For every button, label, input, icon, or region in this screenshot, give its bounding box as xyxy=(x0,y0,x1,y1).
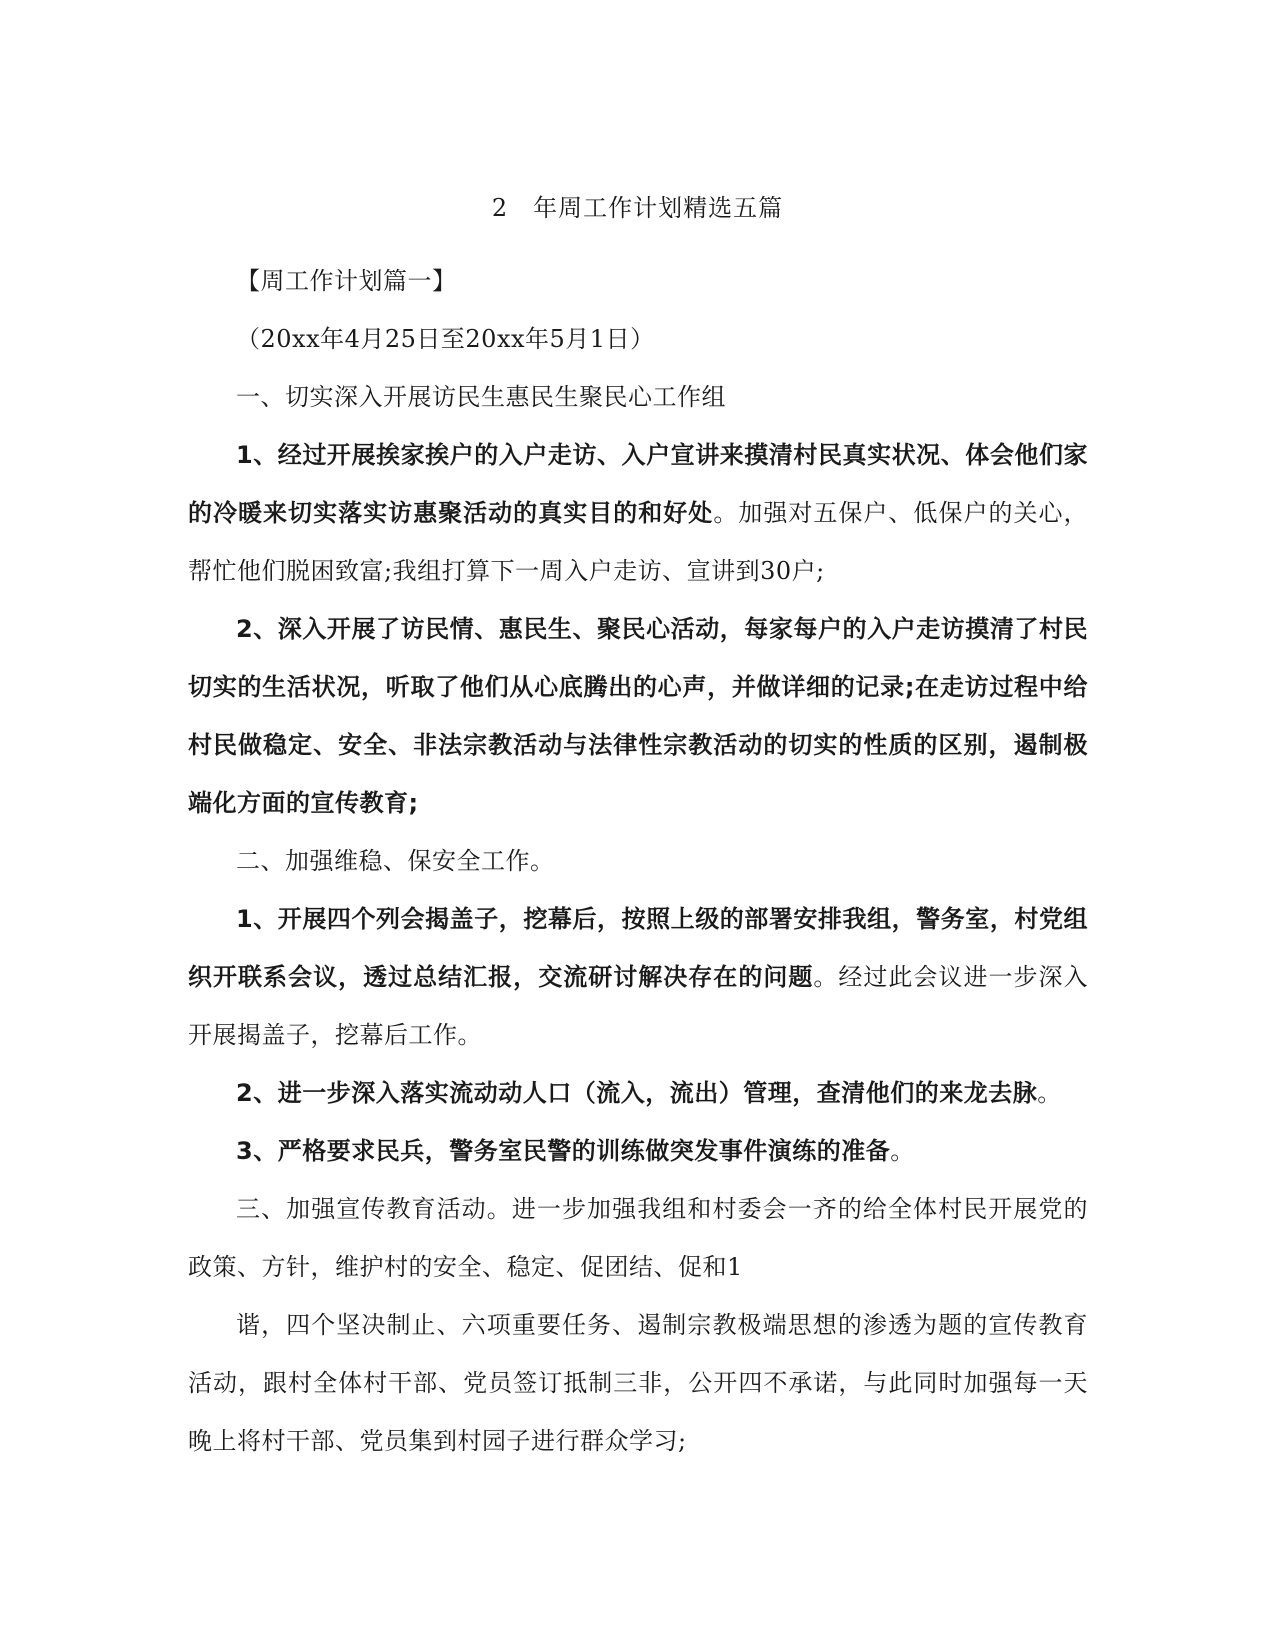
document-title: 2 年周工作计划精选五篇 xyxy=(491,194,784,222)
text-segment: 一、切实深入开展访民生惠民生聚民心工作组 xyxy=(236,383,726,411)
bold-text-segment: 2、进一步深入落实流动动人口（流入，流出）管理，查清他们的来龙去脉 xyxy=(236,1079,1038,1107)
text-segment: 。 xyxy=(1037,1079,1062,1107)
paragraph-heading-3 xyxy=(188,1180,1088,1296)
document-body xyxy=(188,252,1088,1470)
text-segment: 。经过此会议进一步深入开展揭盖子，挖幕后工作。 xyxy=(188,963,1089,1049)
paragraph-item-1-1 xyxy=(188,426,1088,600)
paragraph-section-heading xyxy=(188,252,1088,310)
text-segment: 三、加强宣传教育活动。进一步加强我组和村委会一齐的给全体村民开展党的政策、方针，维护村的安全、稳定、促团结、促和1 xyxy=(188,1195,1088,1281)
text-segment: 【周工作计划篇一】 xyxy=(236,267,457,295)
text-segment: 。加强对五保户、低保户的关心，帮忙他们脱困致富;我组打算下一周入户走访、宣讲到30户; xyxy=(188,499,1089,585)
bold-text-segment: 1、开展四个列会揭盖子，挖幕后，按照上级的部署安排我组，警务室，村党组织开联系会议，透过总结汇报，交流研讨解决存在的问题 xyxy=(188,905,1088,991)
text-segment: 谐，四个坚决制止、六项重要任务、遏制宗教极端思想的渗透为题的宣传教育活动，跟村全体村干部、党员签订抵制三非，公开四不承诺，与此同时加强每一天晚上将村干部、党员集到村园子进行群众学习; xyxy=(188,1311,1088,1455)
bold-text-segment: 3、严格要求民兵，警务室民警的训练做突发事件演练的准备 xyxy=(236,1137,891,1165)
bold-text-segment: 1、经过开展挨家挨户的入户走访、入户宣讲来摸清村民真实状况、体会他们家的冷暖来切实落实访惠聚活动的真实目的和好处 xyxy=(188,441,1088,527)
text-segment: 二、加强维稳、保安全工作。 xyxy=(236,847,555,875)
bold-text-segment: 2、深入开展了访民情、惠民生、聚民心活动，每家每户的入户走访摸清了村民切实的生活状况，听取了他们从心底腾出的心声，并做详细的记录;在走访过程中给村民做稳定、安全、非法宗教活动与法律性宗教活动的切实的性质的区别，遏制极端化方面的宣传教育; xyxy=(188,615,1088,817)
paragraph-continuation xyxy=(188,1296,1088,1470)
text-segment: （20xx年4月25日至20xx年5月1日） xyxy=(236,325,655,353)
paragraph-item-2-3 xyxy=(188,1122,1088,1180)
paragraph-heading-2 xyxy=(188,832,1088,890)
paragraph-date-range xyxy=(188,310,1088,368)
text-segment: 。 xyxy=(890,1137,915,1165)
paragraph-item-1-2 xyxy=(188,600,1088,832)
paragraph-heading-1 xyxy=(188,368,1088,426)
paragraph-item-2-2 xyxy=(188,1064,1088,1122)
paragraph-item-2-1 xyxy=(188,890,1088,1064)
